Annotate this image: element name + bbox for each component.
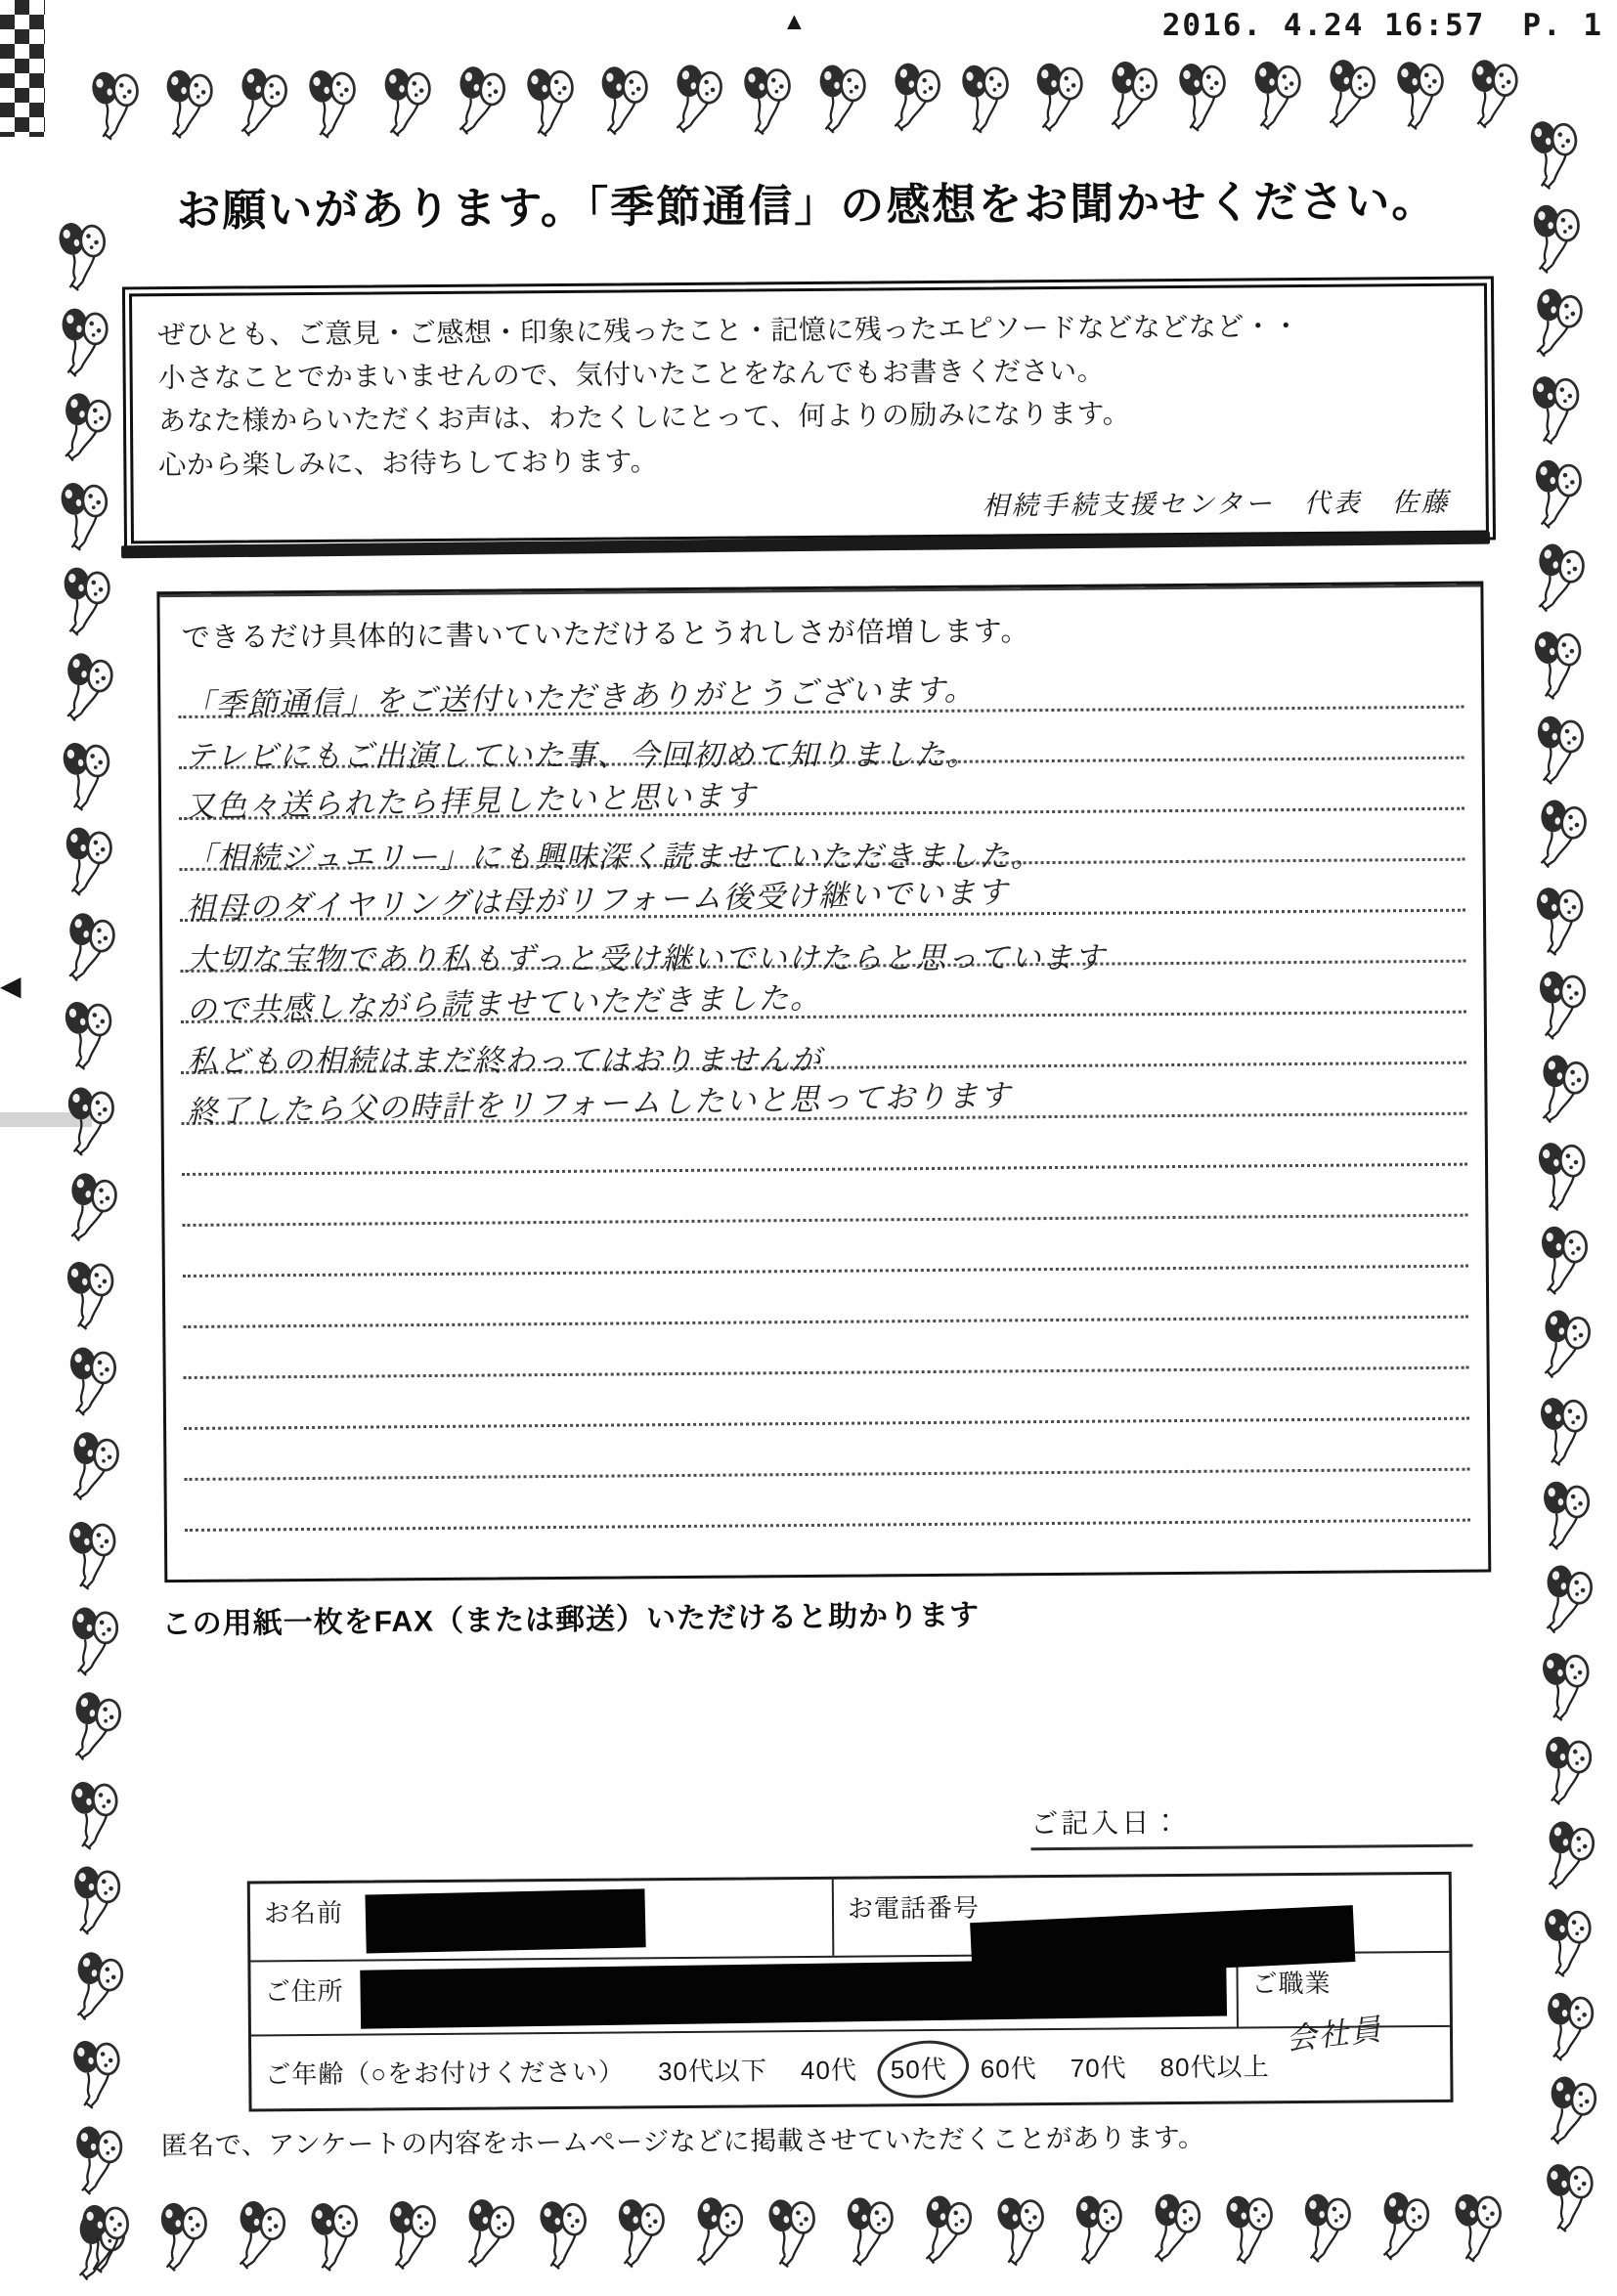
age-option-selected: 50代 (891, 2049, 947, 2085)
entry-date-label: ご記入日： (1030, 1806, 1183, 1840)
balloon-bunch-icon (1530, 625, 1594, 713)
balloon-bunch-icon (306, 2196, 370, 2284)
address-label: ご住所 (264, 1975, 344, 2007)
balloon-bunch-icon (1532, 881, 1595, 969)
balloon-bunch-icon (63, 825, 118, 907)
balloon-bunch-icon (844, 2194, 899, 2276)
balloon-bunch-icon (1102, 57, 1165, 145)
page-title: お願いがあります。「季節通信」の感想をお聞かせください。 (176, 175, 1438, 237)
handwritten-text: 又色々送られたら拝見したいと思います (184, 778, 758, 825)
balloon-bunch-icon (450, 63, 513, 151)
balloon-bunch-icon (1072, 2192, 1128, 2274)
intro-line: 小さなことでかまいませんので、気付いたことをなんでもお書きください。 (157, 355, 1106, 394)
balloon-bunch-icon (67, 1948, 131, 2036)
balloon-bunch-icon (1540, 1902, 1603, 1990)
balloon-bunch-icon (885, 59, 948, 147)
balloon-bunch-icon (55, 389, 118, 477)
intro-box (122, 276, 1496, 550)
balloon-bunch-icon (60, 909, 123, 997)
balloon-bunch-icon (1539, 1817, 1602, 1905)
contact-form-table (247, 1872, 1454, 2112)
name-redaction-box (365, 1888, 645, 1953)
balloon-border-top (91, 57, 1524, 164)
fax-left-arrow-icon: ◀ (0, 971, 22, 1001)
handwritten-text: テレビにもご出演していた事、今回初めて知りました。 (184, 737, 979, 774)
handwritten-text: 終了したら父の時計をリフォームしたいと思っております (186, 1078, 1012, 1130)
balloon-bunch-icon (1541, 1479, 1596, 1561)
form-row-name-phone (250, 1875, 1450, 1961)
address-redaction-box (360, 1958, 1227, 2029)
name-label: お名前 (263, 1897, 344, 1928)
occupation-handwritten-value: 会社員 (1284, 2012, 1385, 2058)
balloon-bunch-icon (535, 2194, 598, 2282)
balloon-bunch-icon (1320, 56, 1383, 144)
balloon-bunch-icon (62, 1168, 125, 1256)
balloon-bunch-icon (764, 2192, 827, 2280)
age-option: 80代以上 (1159, 2051, 1270, 2082)
intro-signature: 相続手続支援センター 代表 佐藤 (982, 487, 1451, 522)
balloon-bunch-icon (381, 65, 437, 148)
balloon-bunch-icon (1536, 968, 1592, 1050)
age-cell (251, 2027, 1451, 2109)
balloon-bunch-icon (232, 64, 295, 152)
fax-up-arrow-icon: ▲ (782, 8, 807, 35)
balloon-bunch-icon (59, 305, 114, 387)
handwritten-text: ので共感しながら読ませていただきました。 (186, 979, 822, 1028)
balloon-bunch-icon (816, 62, 872, 144)
balloon-bunch-icon (65, 1084, 120, 1166)
handwritten-text: 私どもの相続はまだ終わってはおりませんが (187, 1042, 823, 1079)
balloon-bunch-icon (58, 649, 121, 737)
handwritten-text: 大切な宝物であり私もずっと受け継いでいけたらと思っています (186, 940, 1107, 977)
balloon-bunch-icon (598, 64, 654, 146)
balloon-bunch-icon (739, 60, 803, 148)
balloon-bunch-icon (1532, 457, 1588, 540)
feedback-heading: できるだけ具体的に書いていただけるとうれしさが倍増します。 (181, 616, 1030, 654)
balloon-border-bottom (81, 2189, 1509, 2294)
balloon-bunch-icon (1538, 1646, 1601, 1734)
balloon-bunch-icon (230, 2196, 293, 2284)
balloon-bunch-icon (63, 1255, 126, 1343)
ruled-lines-area (178, 658, 1470, 1582)
balloon-bunch-icon (1533, 1051, 1596, 1139)
balloon-bunch-icon (71, 1864, 127, 1946)
balloon-bunch-icon (1545, 1989, 1600, 2071)
handwritten-text: 「季節通信」をご送付いただきありがとうございます。 (183, 671, 977, 723)
balloon-bunch-icon (1392, 55, 1456, 143)
balloon-bunch-icon (60, 995, 123, 1083)
balloon-bunch-icon (69, 1604, 125, 1686)
age-option: 70代 (1070, 2052, 1127, 2083)
balloon-bunch-icon (1537, 1561, 1600, 1649)
handwritten-circle-mark (873, 2035, 972, 2103)
balloon-bunch-icon (1531, 796, 1595, 884)
balloon-bunch-icon (1539, 1224, 1595, 1306)
balloon-bunch-icon (1536, 1391, 1599, 1479)
balloon-bunch-icon (522, 62, 586, 150)
phone-label: お電話番号 (847, 1892, 981, 1924)
balloon-bunch-icon (1541, 2072, 1604, 2160)
ruled-line (185, 1522, 1470, 1582)
balloon-bunch-icon (56, 476, 119, 564)
intro-line: あなた様からいただくお声は、わたくしにとって、何よりの励みになります。 (157, 398, 1131, 437)
balloon-bunch-icon (58, 735, 121, 823)
balloon-bunch-icon (1534, 1136, 1597, 1224)
age-option: 60代 (980, 2053, 1037, 2084)
balloon-bunch-icon (615, 2196, 671, 2278)
balloon-bunch-icon (1174, 57, 1238, 145)
fax-page-number: P. 1 (1522, 8, 1603, 43)
balloon-bunch-icon (957, 59, 1021, 147)
balloon-bunch-icon (1450, 2188, 1513, 2275)
intro-line: 心から楽しみに、お待ちしております。 (158, 445, 659, 480)
balloon-bunch-icon (992, 2190, 1056, 2278)
balloon-border-right (1512, 117, 1617, 2243)
balloon-bunch-icon (1535, 1306, 1598, 1394)
balloon-bunch-icon (1527, 284, 1591, 372)
balloon-bunch-icon (66, 1775, 130, 1863)
handwritten-text: 「相続ジュエリー」にも興味深く読ませていただきました。 (185, 839, 1043, 876)
balloon-bunch-icon (1527, 369, 1591, 457)
balloon-bunch-icon (1221, 2189, 1285, 2277)
balloon-bunch-icon (1542, 2157, 1605, 2245)
balloon-bunch-icon (687, 2193, 751, 2281)
age-option: 30代以下 (657, 2055, 768, 2086)
balloon-bunch-icon (87, 65, 151, 153)
address-cell (250, 1955, 1239, 2035)
anonymity-note: 匿名で、アンケートの内容をホームページなどに掲載させていただくことがあります。 (160, 2122, 1205, 2161)
balloon-bunch-icon (1529, 540, 1593, 628)
balloon-bunch-icon (65, 1515, 128, 1603)
balloon-bunch-icon (1374, 2188, 1437, 2275)
intro-line: ぜひとも、ご意見・ご感想・印象に残ったこと・記憶に残ったエピソードなどなどなど・・ (157, 310, 1300, 351)
balloon-bunch-icon (1145, 2189, 1208, 2277)
balloon-bunch-icon (1530, 202, 1586, 284)
fax-timestamp: 2016. 4.24 16:57 (1161, 8, 1486, 43)
balloon-bunch-icon (1251, 59, 1307, 141)
balloon-bunch-icon (64, 1428, 127, 1516)
balloon-bunch-icon (304, 64, 368, 152)
occupation-label: ご職業 (1251, 1968, 1332, 1999)
balloon-bunch-icon (386, 2198, 442, 2280)
balloon-bunch-icon (66, 1688, 129, 1776)
balloon-bunch-icon (916, 2191, 980, 2279)
balloon-bunch-icon (1301, 2191, 1357, 2274)
balloon-bunch-icon (459, 2195, 522, 2283)
phone-cell (834, 1875, 1450, 1956)
age-option: 40代 (800, 2055, 857, 2085)
fax-instruction-note: この用紙一枚をFAX（または郵送）いただけると助かります (161, 1599, 981, 1641)
balloon-bunch-icon (61, 565, 116, 647)
balloon-bunch-icon (54, 216, 117, 304)
balloon-bunch-icon (157, 2200, 213, 2282)
form-row-age (251, 2025, 1451, 2109)
balloon-bunch-icon (1534, 713, 1590, 795)
name-cell (250, 1880, 835, 1961)
balloon-bunch-icon (163, 67, 219, 150)
balloon-bunch-icon (68, 2034, 132, 2122)
entry-date-field (1030, 1799, 1472, 1851)
balloon-bunch-icon (667, 61, 730, 149)
balloon-bunch-icon (73, 2124, 129, 2206)
balloon-bunch-icon (1525, 114, 1589, 202)
balloon-bunch-icon (66, 1344, 122, 1426)
balloon-bunch-icon (1033, 61, 1089, 143)
balloon-bunch-icon (1543, 1734, 1598, 1816)
handwritten-text: 祖母のダイヤリングは母がリフォーム後受け継いでいます (185, 875, 1010, 927)
balloon-bunch-icon (77, 2198, 141, 2286)
feedback-writing-box (156, 582, 1491, 1583)
age-label: ご年齢（○をお付けください） (265, 2056, 626, 2089)
